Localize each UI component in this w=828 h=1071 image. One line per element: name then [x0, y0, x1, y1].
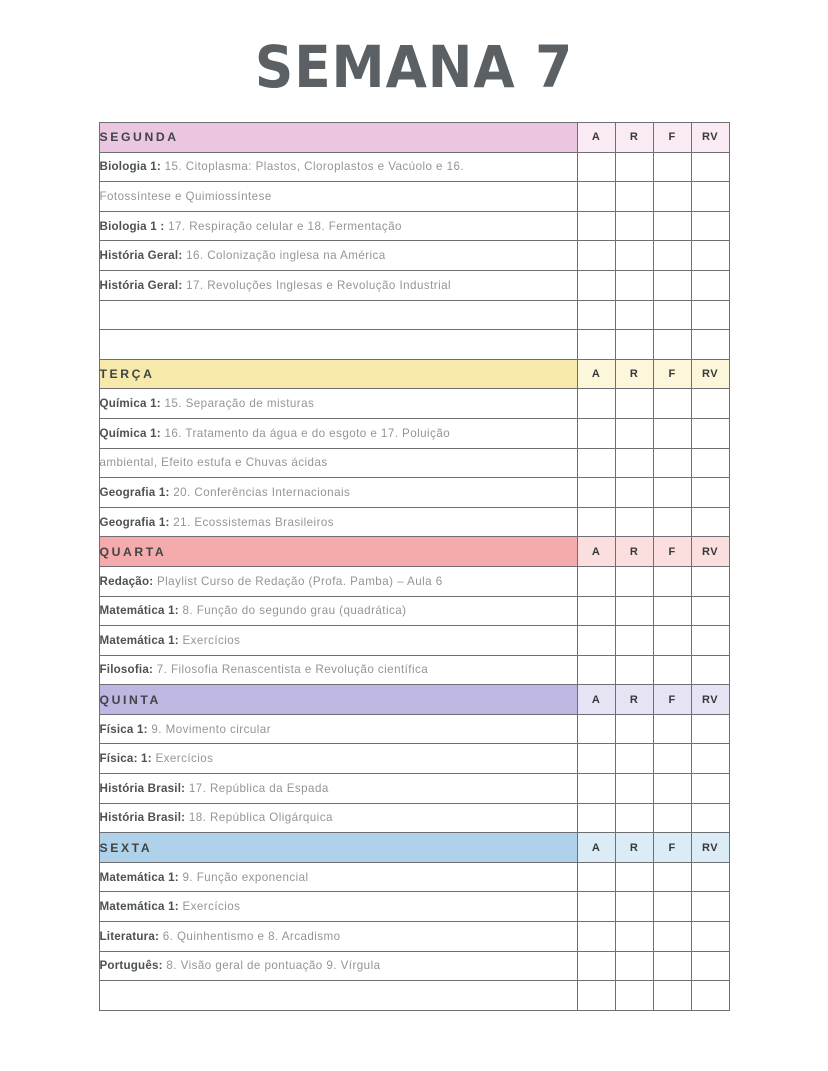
task-description: 6. Quinhentismo e 8. Arcadismo	[162, 929, 341, 943]
check-column-header-r: R	[615, 833, 653, 863]
checkbox-cell-r[interactable]	[615, 566, 653, 596]
task-text-cell	[99, 270, 577, 300]
checkbox-cell-a[interactable]	[577, 241, 615, 271]
checkbox-cell-a[interactable]	[577, 182, 615, 212]
check-column-header-a: A	[577, 537, 615, 567]
checkbox-cell-a[interactable]	[577, 478, 615, 508]
day-header-row-quarta	[99, 537, 729, 567]
checkbox-cell-r[interactable]	[615, 655, 653, 685]
check-column-header-rv: RV	[691, 123, 729, 153]
checkbox-cell-a[interactable]	[577, 951, 615, 981]
checkbox-cell-r[interactable]	[615, 182, 653, 212]
checkbox-cell-rv[interactable]	[691, 389, 729, 419]
task-subject: Matemática 1:	[99, 900, 179, 914]
task-subject: Literatura:	[99, 929, 160, 943]
task-description: Exercícios	[182, 633, 241, 647]
task-row	[99, 803, 729, 833]
check-column-header-a: A	[577, 833, 615, 863]
checkbox-cell-rv[interactable]	[691, 418, 729, 448]
task-description: Fotossíntese e Quimiossíntese	[99, 189, 272, 203]
checkbox-cell-r[interactable]	[615, 478, 653, 508]
task-text-cell	[99, 418, 577, 448]
task-text-cell	[99, 774, 577, 804]
task-row	[99, 892, 729, 922]
checkbox-cell-a[interactable]	[577, 744, 615, 774]
checkbox-cell-r[interactable]	[615, 300, 653, 330]
checkbox-cell-r[interactable]	[615, 981, 653, 1011]
task-subject: História Geral:	[99, 249, 183, 263]
task-text-cell	[99, 300, 577, 330]
checkbox-cell-a[interactable]	[577, 862, 615, 892]
checkbox-cell-f[interactable]	[653, 270, 691, 300]
checkbox-cell-a[interactable]	[577, 774, 615, 804]
checkbox-cell-r[interactable]	[615, 418, 653, 448]
task-row	[99, 418, 729, 448]
checkbox-cell-r[interactable]	[615, 152, 653, 182]
checkbox-cell-rv[interactable]	[691, 774, 729, 804]
task-row	[99, 241, 729, 271]
checkbox-cell-a[interactable]	[577, 981, 615, 1011]
task-subject: Química 1:	[99, 426, 161, 440]
task-description: 16. Colonização inglesa na América	[186, 249, 386, 263]
task-text-cell	[99, 241, 577, 271]
checkbox-cell-f[interactable]	[653, 981, 691, 1011]
task-text-cell	[99, 448, 577, 478]
checkbox-cell-a[interactable]	[577, 507, 615, 537]
checkbox-cell-r[interactable]	[615, 803, 653, 833]
checkbox-cell-f[interactable]	[653, 448, 691, 478]
task-description: 15. Citoplasma: Plastos, Cloroplastos e Vacúolo e 16.	[164, 160, 465, 174]
checkbox-cell-a[interactable]	[577, 448, 615, 478]
checkbox-cell-f[interactable]	[653, 507, 691, 537]
task-subject: Matemática 1:	[99, 870, 179, 884]
checkbox-cell-a[interactable]	[577, 270, 615, 300]
task-subject: Geografia 1:	[99, 485, 170, 499]
checkbox-cell-rv[interactable]	[691, 626, 729, 656]
task-text-cell	[99, 922, 577, 952]
checkbox-cell-f[interactable]	[653, 951, 691, 981]
checkbox-cell-rv[interactable]	[691, 744, 729, 774]
task-text-cell	[99, 330, 577, 360]
task-row	[99, 152, 729, 182]
day-label-terca: TERÇA	[99, 359, 577, 389]
task-row	[99, 478, 729, 508]
checkbox-cell-rv[interactable]	[691, 448, 729, 478]
task-text-cell	[99, 478, 577, 508]
task-text-cell	[99, 714, 577, 744]
task-row	[99, 507, 729, 537]
check-column-header-f: F	[653, 685, 691, 715]
task-row	[99, 596, 729, 626]
task-subject: Química 1:	[99, 397, 161, 411]
check-column-header-r: R	[615, 537, 653, 567]
checkbox-cell-a[interactable]	[577, 330, 615, 360]
checkbox-cell-a[interactable]	[577, 211, 615, 241]
task-row	[99, 330, 729, 360]
checkbox-cell-rv[interactable]	[691, 478, 729, 508]
day-header-row-segunda	[99, 123, 729, 153]
task-description: 18. República Oligárquica	[188, 811, 333, 825]
check-column-header-r: R	[615, 359, 653, 389]
checkbox-cell-rv[interactable]	[691, 300, 729, 330]
task-description: 16. Tratamento da água e do esgoto e 17. Poluição	[164, 426, 451, 440]
checkbox-cell-a[interactable]	[577, 566, 615, 596]
checkbox-cell-a[interactable]	[577, 626, 615, 656]
check-column-header-a: A	[577, 359, 615, 389]
check-column-header-a: A	[577, 685, 615, 715]
task-description: 9. Função exponencial	[182, 870, 309, 884]
checkbox-cell-rv[interactable]	[691, 803, 729, 833]
checkbox-cell-rv[interactable]	[691, 922, 729, 952]
checkbox-cell-rv[interactable]	[691, 892, 729, 922]
checkbox-cell-f[interactable]	[653, 330, 691, 360]
checkbox-cell-r[interactable]	[615, 330, 653, 360]
checkbox-cell-rv[interactable]	[691, 566, 729, 596]
checkbox-cell-rv[interactable]	[691, 862, 729, 892]
checkbox-cell-r[interactable]	[615, 596, 653, 626]
checkbox-cell-f[interactable]	[653, 744, 691, 774]
checkbox-cell-rv[interactable]	[691, 152, 729, 182]
check-column-header-a: A	[577, 123, 615, 153]
task-row	[99, 566, 729, 596]
task-subject: Biologia 1:	[99, 160, 161, 174]
checkbox-cell-r[interactable]	[615, 270, 653, 300]
task-row	[99, 981, 729, 1011]
checkbox-cell-rv[interactable]	[691, 596, 729, 626]
checkbox-cell-rv[interactable]	[691, 981, 729, 1011]
checkbox-cell-r[interactable]	[615, 862, 653, 892]
check-column-header-f: F	[653, 833, 691, 863]
task-row	[99, 862, 729, 892]
task-subject: Biologia 1 :	[99, 219, 165, 233]
check-column-header-rv: RV	[691, 537, 729, 567]
task-text-cell	[99, 626, 577, 656]
schedule-body	[99, 123, 729, 1011]
task-row	[99, 300, 729, 330]
checkbox-cell-f[interactable]	[653, 655, 691, 685]
task-subject: Geografia 1:	[99, 515, 170, 529]
checkbox-cell-a[interactable]	[577, 714, 615, 744]
task-row	[99, 389, 729, 419]
checkbox-cell-f[interactable]	[653, 478, 691, 508]
task-description: Exercícios	[155, 752, 214, 766]
day-header-row-terca	[99, 359, 729, 389]
checkbox-cell-f[interactable]	[653, 152, 691, 182]
task-description: ambiental, Efeito estufa e Chuvas ácidas	[99, 456, 328, 470]
task-description: 8. Visão geral de pontuação 9. Vírgula	[166, 959, 381, 973]
checkbox-cell-rv[interactable]	[691, 241, 729, 271]
task-text-cell	[99, 566, 577, 596]
check-column-header-f: F	[653, 537, 691, 567]
checkbox-cell-r[interactable]	[615, 211, 653, 241]
task-row	[99, 270, 729, 300]
checkbox-cell-r[interactable]	[615, 922, 653, 952]
task-subject: Física: 1:	[99, 752, 152, 766]
day-header-row-quinta	[99, 685, 729, 715]
task-description: 20. Conferências Internacionais	[173, 485, 351, 499]
check-column-header-f: F	[653, 359, 691, 389]
checkbox-cell-r[interactable]	[615, 892, 653, 922]
checkbox-cell-f[interactable]	[653, 211, 691, 241]
checkbox-cell-a[interactable]	[577, 596, 615, 626]
task-row	[99, 714, 729, 744]
task-description: 8. Função do segundo grau (quadrática)	[182, 604, 407, 618]
task-text-cell	[99, 182, 577, 212]
task-description: 21. Ecossistemas Brasileiros	[173, 515, 335, 529]
checkbox-cell-a[interactable]	[577, 922, 615, 952]
checkbox-cell-f[interactable]	[653, 389, 691, 419]
task-text-cell	[99, 211, 577, 241]
checkbox-cell-f[interactable]	[653, 714, 691, 744]
task-subject: Filosofia:	[99, 663, 154, 677]
checkbox-cell-a[interactable]	[577, 892, 615, 922]
task-subject: Matemática 1:	[99, 633, 179, 647]
task-description: 15. Separação de misturas	[164, 397, 315, 411]
task-row	[99, 774, 729, 804]
task-text-cell	[99, 596, 577, 626]
check-column-header-rv: RV	[691, 685, 729, 715]
checkbox-cell-f[interactable]	[653, 418, 691, 448]
task-subject: Português:	[99, 959, 163, 973]
checkbox-cell-r[interactable]	[615, 241, 653, 271]
check-column-header-rv: RV	[691, 359, 729, 389]
checkbox-cell-f[interactable]	[653, 803, 691, 833]
day-label-quinta: QUINTA	[99, 685, 577, 715]
checkbox-cell-r[interactable]	[615, 448, 653, 478]
checkbox-cell-r[interactable]	[615, 507, 653, 537]
day-label-segunda: SEGUNDA	[99, 123, 577, 153]
task-description: Playlist Curso de Redação (Profa. Pamba) – Aula 6	[156, 574, 443, 588]
task-subject: Matemática 1:	[99, 604, 179, 618]
task-description: Exercícios	[182, 900, 241, 914]
check-column-header-r: R	[615, 123, 653, 153]
task-text-cell	[99, 981, 577, 1011]
checkbox-cell-r[interactable]	[615, 774, 653, 804]
task-subject: Física 1:	[99, 722, 148, 736]
checkbox-cell-f[interactable]	[653, 300, 691, 330]
checkbox-cell-rv[interactable]	[691, 951, 729, 981]
page-title: SEMANA 7	[254, 33, 574, 101]
task-subject: História Brasil:	[99, 781, 186, 795]
checkbox-cell-r[interactable]	[615, 626, 653, 656]
checkbox-cell-f[interactable]	[653, 566, 691, 596]
task-row	[99, 626, 729, 656]
checkbox-cell-a[interactable]	[577, 418, 615, 448]
checkbox-cell-f[interactable]	[653, 892, 691, 922]
task-row	[99, 744, 729, 774]
check-column-header-r: R	[615, 685, 653, 715]
day-header-row-sexta	[99, 833, 729, 863]
task-description: 17. República da Espada	[188, 781, 329, 795]
day-label-quarta: QUARTA	[99, 537, 577, 567]
checkbox-cell-r[interactable]	[615, 389, 653, 419]
task-subject: Redação:	[99, 574, 154, 588]
check-column-header-f: F	[653, 123, 691, 153]
task-text-cell	[99, 862, 577, 892]
checkbox-cell-r[interactable]	[615, 951, 653, 981]
checkbox-cell-f[interactable]	[653, 182, 691, 212]
task-row	[99, 655, 729, 685]
checkbox-cell-rv[interactable]	[691, 211, 729, 241]
task-text-cell	[99, 803, 577, 833]
task-description: 17. Revoluções Inglesas e Revolução Industrial	[186, 278, 452, 292]
task-row	[99, 922, 729, 952]
checkbox-cell-a[interactable]	[577, 389, 615, 419]
task-subject: História Brasil:	[99, 811, 186, 825]
checkbox-cell-f[interactable]	[653, 241, 691, 271]
task-row	[99, 448, 729, 478]
checkbox-cell-rv[interactable]	[691, 507, 729, 537]
check-column-header-rv: RV	[691, 833, 729, 863]
checkbox-cell-r[interactable]	[615, 714, 653, 744]
task-text-cell	[99, 152, 577, 182]
checkbox-cell-f[interactable]	[653, 774, 691, 804]
checkbox-cell-rv[interactable]	[691, 714, 729, 744]
checkbox-cell-a[interactable]	[577, 300, 615, 330]
checkbox-cell-rv[interactable]	[691, 655, 729, 685]
checkbox-cell-a[interactable]	[577, 803, 615, 833]
checkbox-cell-f[interactable]	[653, 862, 691, 892]
task-description: 9. Movimento circular	[151, 722, 271, 736]
task-text-cell	[99, 744, 577, 774]
task-text-cell	[99, 389, 577, 419]
task-text-cell	[99, 507, 577, 537]
task-row	[99, 951, 729, 981]
task-row	[99, 211, 729, 241]
checkbox-cell-f[interactable]	[653, 626, 691, 656]
checkbox-cell-f[interactable]	[653, 596, 691, 626]
task-description: 17. Respiração celular e 18. Fermentação	[168, 219, 402, 233]
checkbox-cell-a[interactable]	[577, 655, 615, 685]
task-row	[99, 182, 729, 212]
checkbox-cell-f[interactable]	[653, 922, 691, 952]
task-text-cell	[99, 892, 577, 922]
task-subject: História Geral:	[99, 278, 183, 292]
checkbox-cell-a[interactable]	[577, 152, 615, 182]
task-description: 7. Filosofia Renascentista e Revolução científica	[156, 663, 429, 677]
checkbox-cell-r[interactable]	[615, 744, 653, 774]
weekly-schedule-table	[99, 122, 730, 1011]
checkbox-cell-rv[interactable]	[691, 182, 729, 212]
checkbox-cell-rv[interactable]	[691, 270, 729, 300]
task-text-cell	[99, 655, 577, 685]
task-text-cell	[99, 951, 577, 981]
checkbox-cell-rv[interactable]	[691, 330, 729, 360]
day-label-sexta: SEXTA	[99, 833, 577, 863]
